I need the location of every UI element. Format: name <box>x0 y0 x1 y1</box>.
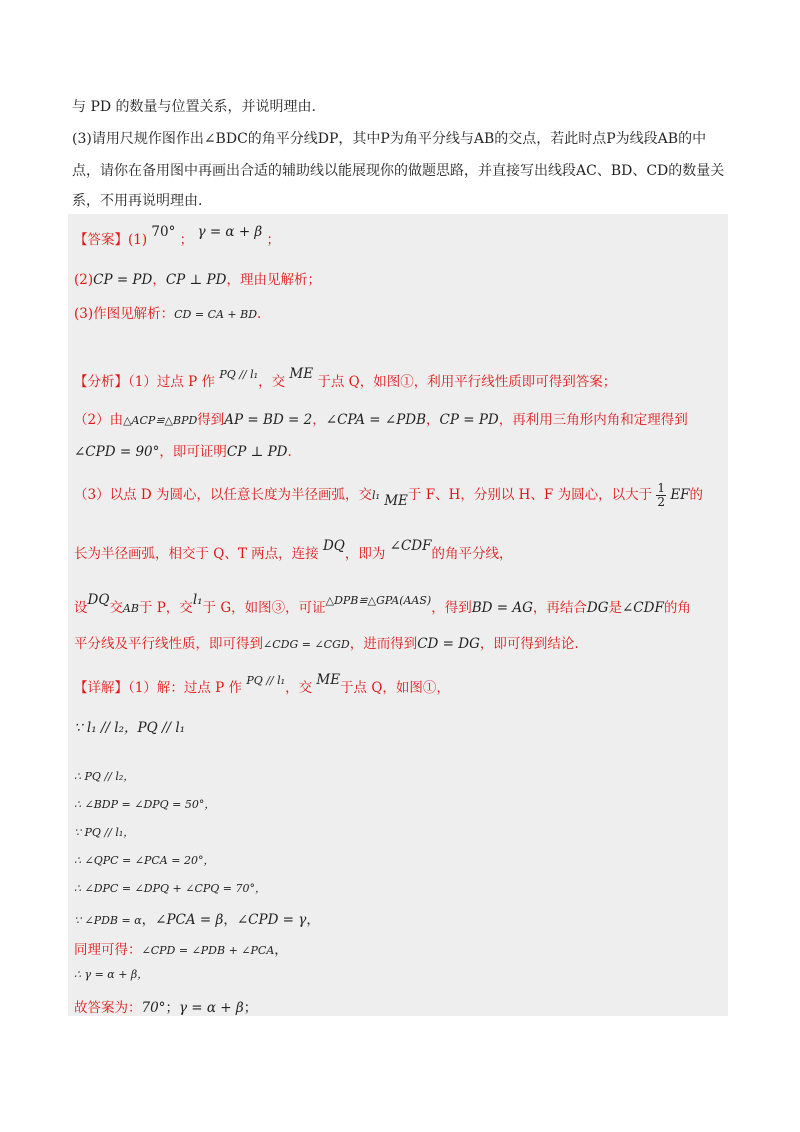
analysis-4c: 的 <box>689 487 704 503</box>
analysis-line-3 <box>74 440 292 460</box>
analysis-4a: （3）以点 D 为圆心，以任意长度为半径画弧，交 <box>74 487 372 503</box>
analysis-2a: （2）由 <box>74 412 124 428</box>
analysis-1-formula-1: PQ // l₁ <box>219 368 259 381</box>
analysis-3b: . <box>287 444 292 460</box>
answer-1-formula: γ = α + β <box>197 224 263 240</box>
detail-8c: ， <box>223 912 237 928</box>
analysis-line-7 <box>74 632 579 652</box>
answer-2-formula-1: CP = PD <box>93 272 153 288</box>
answer-2-prefix: (2) <box>74 272 94 288</box>
analysis-3-formula-1: ∠CPD = 90° <box>74 444 160 460</box>
detail-11c: ； <box>243 1000 258 1016</box>
detail-line-6: ∴ ∠QPC = ∠PCA = 20°， <box>74 854 215 867</box>
analysis-line-5 <box>74 538 513 562</box>
detail-line-1 <box>74 672 450 696</box>
detail-8b: ， <box>141 912 156 928</box>
answer-1-sep: ； <box>179 232 194 248</box>
analysis-7-formula-1: ∠CDG = ∠CGD <box>263 638 350 651</box>
answer-2-formula-2: CP ⊥ PD <box>165 272 227 288</box>
analysis-6-formula-5: BD = AG <box>471 600 533 616</box>
analysis-5-formula-2: ∠CDF <box>389 538 432 554</box>
analysis-6-formula-6: DG <box>586 600 609 616</box>
analysis-2b: 得到 <box>197 412 225 428</box>
analysis-6-formula-3: l₁ <box>192 592 203 608</box>
answer-3-end: . <box>257 306 262 322</box>
fraction-numerator: 1 <box>657 481 666 495</box>
detail-1-formula-2: ME <box>316 672 341 688</box>
analysis-2-formula-1: △ACP≌△BPD <box>123 414 198 427</box>
analysis-6h: 是 <box>608 600 622 616</box>
analysis-2-formula-2: AP = BD = 2 <box>224 412 313 428</box>
analysis-6-formula-7: ∠CDF <box>621 600 664 616</box>
analysis-6e: ，得到 <box>431 600 472 616</box>
question-line-3: 点，请你在备用图中再画出合适的辅助线以能展现你的做题思路，并直接写出线段AC、BD、CD的数量关 <box>72 163 725 179</box>
detail-11-formula-2: γ = α + β <box>178 1000 244 1016</box>
detail-9-formula: ∠CPD = ∠PDB + ∠PCA <box>141 944 275 957</box>
detail-11b: ； <box>165 1000 179 1016</box>
fraction-one-half <box>656 482 666 509</box>
answer-2-sep: ， <box>152 272 166 288</box>
analysis-7b: ，进而得到 <box>349 636 418 652</box>
detail-8-formula-1: ∠PCA = β <box>155 912 224 928</box>
analysis-1c: 于点 Q，如图①，利用平行线性质即可得到答案； <box>317 374 617 390</box>
detail-1c: 于点 Q，如图①， <box>340 680 450 696</box>
analysis-2-formula-4: CP = PD <box>439 412 499 428</box>
detail-1b: ，交 <box>285 680 313 696</box>
answer-1-end: ； <box>266 232 281 248</box>
answer-part-3 <box>74 302 261 322</box>
answer-label: 【答案】(1) <box>74 232 148 248</box>
detail-11-formula-1: 70° <box>141 1000 166 1016</box>
question-line-4: 系，不用再说明理由. <box>72 193 203 209</box>
analysis-7c: ，即可得到结论. <box>479 636 579 652</box>
fraction-denominator: 2 <box>657 495 666 509</box>
analysis-line-2 <box>74 408 688 428</box>
detail-line-9 <box>74 938 288 958</box>
analysis-6b: 交 <box>109 600 123 616</box>
answer-2-text: ，理由见解析； <box>226 272 321 288</box>
answer-1-value: 70° <box>151 224 176 240</box>
answer-part-2 <box>74 268 321 288</box>
detail-line-7: ∴ ∠DPC = ∠DPQ + ∠CPQ = 70°， <box>74 882 266 895</box>
analysis-2c: ， <box>312 412 326 428</box>
analysis-4-formula-2: ME <box>384 493 408 509</box>
analysis-6i: 的角 <box>663 600 691 616</box>
analysis-6a: 设 <box>74 600 88 616</box>
answer-3-text: (3)作图见解析： <box>74 306 175 322</box>
analysis-4-formula-3: EF <box>670 487 690 503</box>
analysis-2e: ，再利用三角形内角和定理得到 <box>498 412 688 428</box>
analysis-3a: ，即可证明 <box>159 444 227 460</box>
detail-11a: 故答案为： <box>74 1000 142 1016</box>
analysis-line-4 <box>74 482 703 509</box>
detail-8a: ∵ ∠PDB = α <box>74 914 142 927</box>
analysis-line-1 <box>74 366 617 390</box>
analysis-4-formula-1: l₁ <box>372 489 380 502</box>
analysis-2d: ， <box>426 412 440 428</box>
analysis-6-formula-1: DQ <box>87 592 110 608</box>
question-line-1: 与 PD 的数量与位置关系，并说明理由. <box>72 99 316 115</box>
analysis-6d: 于 G，如图③，可证 <box>202 600 326 616</box>
analysis-3-formula-2: CP ⊥ PD <box>226 444 288 460</box>
analysis-5-formula-1: DQ <box>322 538 345 554</box>
detail-line-5: ∵ PQ // l₁， <box>74 826 135 839</box>
detail-line-4: ∴ ∠BDP = ∠DPQ = 50°， <box>74 798 216 811</box>
detail-line-10: ∴ γ = α + β， <box>74 968 149 981</box>
analysis-7-formula-2: CD = DG <box>417 636 480 652</box>
detail-line-11 <box>74 996 257 1016</box>
answer-3-formula: CD = CA + BD <box>174 308 258 321</box>
question-line-2: (3)请用尺规作图作出∠BDC的角平分线DP，其中P为角平分线与AB的交点，若此时点P为线段AB的中 <box>72 131 707 147</box>
answer-part-1 <box>74 224 281 248</box>
detail-line-2: ∵ l₁ // l₂，PQ // l₁ <box>74 720 186 736</box>
detail-9a: 同理可得： <box>74 942 142 958</box>
analysis-5a: 长为半径画弧，相交于 Q、T 两点，连接 <box>74 546 319 562</box>
analysis-1a: 【分析】（1）过点 P 作 <box>74 374 216 390</box>
detail-1-formula-1: PQ // l₁ <box>246 674 286 687</box>
analysis-7a: 平分线及平行线性质，即可得到 <box>74 636 263 652</box>
analysis-2-formula-3: ∠CPA = ∠PDB <box>325 412 427 428</box>
detail-line-3: ∴ PQ // l₂， <box>74 770 135 783</box>
analysis-line-6 <box>74 592 691 616</box>
detail-9b: ， <box>274 942 288 958</box>
analysis-5c: 的角平分线， <box>431 546 513 562</box>
analysis-6c: 于 P，交 <box>138 600 193 616</box>
detail-1a: 【详解】（1）解：过点 P 作 <box>74 680 243 696</box>
detail-8d: ， <box>306 912 320 928</box>
analysis-1b: ，交 <box>258 374 286 390</box>
detail-line-8 <box>74 908 320 928</box>
analysis-4b: 于 F、H，分别以 H、F 为圆心，以大于 <box>407 487 653 503</box>
analysis-6-formula-2: AB <box>122 602 139 615</box>
analysis-5b: ，即为 <box>344 546 386 562</box>
analysis-6g: ，再结合 <box>532 600 587 616</box>
analysis-6-formula-4: △DPB≌△GPA(AAS) <box>325 594 432 607</box>
detail-8-formula-2: ∠CPD = γ <box>236 912 307 928</box>
analysis-1-formula-2: ME <box>289 366 314 382</box>
